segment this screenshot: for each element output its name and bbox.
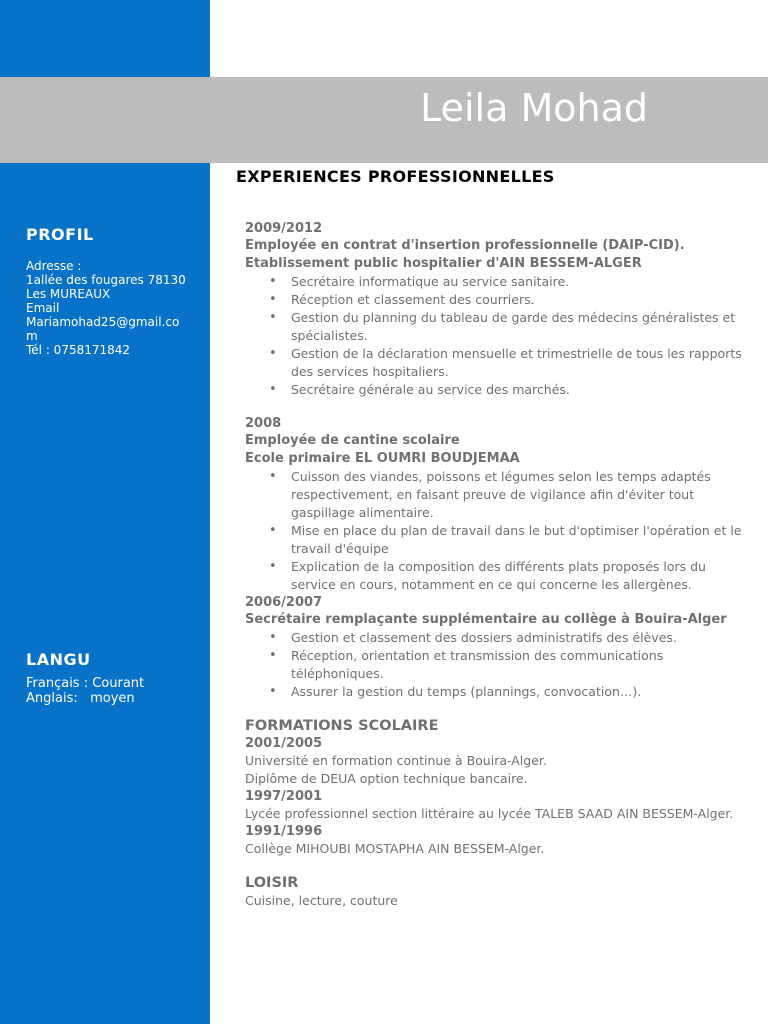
- profil-title: PROFIL: [26, 225, 94, 244]
- formation-date: 1997/2001: [245, 789, 323, 804]
- name-banner: [0, 77, 768, 163]
- formation-date: 1991/1996: [245, 824, 323, 839]
- job-bullets: [245, 468, 750, 594]
- profil-details: [26, 259, 206, 357]
- loisir-title: LOISIR: [245, 875, 299, 891]
- formation-date: 2001/2005: [245, 736, 323, 751]
- main-content: [245, 220, 750, 910]
- profil-line: 1allée des fougares 78130: [26, 273, 186, 287]
- list-item: • Cuisson des viandes, poissons et légumes selon les temps adaptés respectivement, en faisant preuve de vigilance afin d'éviter tout gaspillage alimentaire.: [291, 468, 750, 522]
- list-item: • Réception, orientation et transmission des communications téléphoniques.: [291, 647, 750, 683]
- profil-phone: Tél : 0758171842: [26, 343, 131, 357]
- list-item: • Secrétaire générale au service des marchés.: [291, 381, 750, 399]
- formation-line: Diplôme de DEUA option technique bancaire.: [245, 771, 528, 786]
- experiences-title: EXPERIENCES PROFESSIONNELLES: [236, 167, 555, 186]
- profil-email: Mariamohad25@gmail.co: [26, 315, 180, 329]
- langue-line: Français : Courant: [26, 676, 145, 691]
- job-line: Secrétaire remplaçante supplémentaire au collège à Bouira-Alger: [245, 612, 727, 627]
- profil-line: Les MUREAUX: [26, 287, 111, 301]
- profil-line: Email: [26, 301, 60, 315]
- job-bullets: [245, 273, 750, 399]
- loisir-text: Cuisine, lecture, couture: [245, 893, 398, 908]
- list-item: • Gestion et classement des dossiers administratifs des élèves.: [291, 629, 750, 647]
- job-bullets: [245, 629, 750, 701]
- langues-title: LANGU: [26, 650, 91, 669]
- formation-line: Collège MIHOUBI MOSTAPHA AIN BESSEM-Alger.: [245, 841, 545, 856]
- langues-details: [26, 676, 144, 706]
- job-date: 2006/2007: [245, 595, 323, 610]
- list-item: • Explication de la composition des différents plats proposés lors du service en cours, notamment en ce qui concerne les allergènes.: [291, 558, 750, 594]
- list-item: • Mise en place du plan de travail dans le but d'optimiser l'opération et le travail d'équipe: [291, 522, 750, 558]
- list-item: • Gestion de la déclaration mensuelle et trimestrielle de tous les rapports des services hospitaliers.: [291, 345, 750, 381]
- langue-line: Anglais: moyen: [26, 691, 135, 706]
- job-line: Etablissement public hospitalier d'AIN BESSEM-ALGER: [245, 256, 642, 271]
- formation-line: Université en formation continue à Bouira-Alger.: [245, 753, 547, 768]
- profil-line: Adresse :: [26, 259, 82, 273]
- job-line: Employée en contrat d'insertion professionnelle (DAIP-CID).: [245, 238, 685, 253]
- formations-title: FORMATIONS SCOLAIRE: [245, 718, 439, 734]
- profil-line: m: [26, 329, 38, 343]
- list-item: • Réception et classement des courriers.: [291, 291, 750, 309]
- candidate-name: Leila Mohad: [420, 86, 648, 130]
- list-item: • Gestion du planning du tableau de garde des médecins généralistes et spécialistes.: [291, 309, 750, 345]
- job-line: Employée de cantine scolaire: [245, 433, 460, 448]
- list-item: • Secrétaire informatique au service sanitaire.: [291, 273, 750, 291]
- list-item: • Assurer la gestion du temps (plannings, convocation…).: [291, 683, 750, 701]
- job-date: 2009/2012: [245, 221, 323, 236]
- job-date: 2008: [245, 416, 282, 431]
- formation-line: Lycée professionnel section littéraire au lycée TALEB SAAD AIN BESSEM-Alger.: [245, 806, 734, 821]
- job-line: Ecole primaire EL OUMRI BOUDJEMAA: [245, 451, 520, 466]
